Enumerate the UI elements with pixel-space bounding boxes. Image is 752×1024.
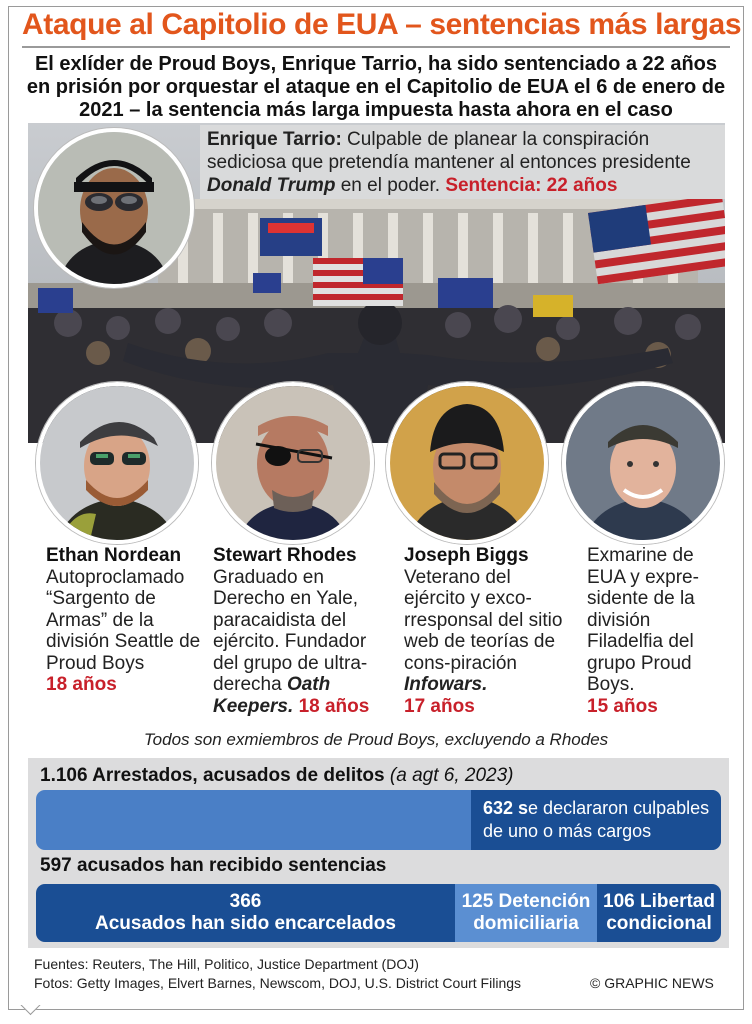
home-text-2: domiciliaria xyxy=(473,913,579,934)
jailed-number: 366 xyxy=(229,891,262,912)
bio-years: 15 años xyxy=(587,695,658,717)
home-detention-segment xyxy=(455,884,597,942)
guilty-bar-segment xyxy=(471,790,721,850)
home-text-1: 125 Detención xyxy=(461,891,591,912)
jailed-segment xyxy=(36,884,455,942)
fourth-member-portrait xyxy=(562,382,724,544)
sentenced-label: 597 acusados han recibido sentencias xyxy=(40,855,387,876)
bio-desc xyxy=(587,545,717,696)
page-title: Ataque al Capitolio de EUA – sentencias más largas xyxy=(22,8,742,41)
tarrio-text-2: en el poder. xyxy=(335,175,446,196)
sentenced-bar xyxy=(36,884,721,942)
graphic-news-credit: © GRAPHIC NEWS xyxy=(590,975,714,991)
bio-desc-text: Veterano del ejército y exco-rresponsal del sitio web de teorías de cons-piración xyxy=(404,566,563,674)
bio-desc-text: Exmarine de EUA y expre-sidente de la división Filadelfia del grupo Proud Boys. xyxy=(587,545,699,695)
title-divider xyxy=(22,46,730,48)
bio-desc-text: Graduado en Derecho en Yale, paracaidista del ejército. Fundador del grupo de ultra-derecha xyxy=(213,566,368,695)
probation-segment xyxy=(597,884,721,942)
tarrio-sentence: Sentencia: 22 años xyxy=(445,175,618,196)
tarrio-trump: Donald Trump xyxy=(207,175,336,196)
jailed-text: Acusados han sido encarcelados xyxy=(95,913,396,934)
stats-panel xyxy=(28,758,729,948)
biggs-portrait xyxy=(386,382,548,544)
bio-desc xyxy=(404,567,574,696)
bio-years: 17 años xyxy=(404,695,475,717)
tarrio-caption xyxy=(207,128,722,197)
photo-credits: Fotos: Getty Images, Elvert Barnes, Newscom, DOJ, U.S. District Court Filings xyxy=(34,975,522,991)
bio-biggs xyxy=(404,545,574,717)
bio-name: Stewart Rhodes xyxy=(213,545,357,566)
probation-text-1: 106 Libertad xyxy=(603,891,715,912)
probation-text-2: condicional xyxy=(606,913,712,934)
guilty-text-1: e declararon culpables xyxy=(528,798,710,818)
guilty-text-2: de uno o más cargos xyxy=(483,821,652,841)
footnote-members: Todos son exmiembros de Proud Boys, excluyendo a Rhodes xyxy=(143,730,609,749)
bio-name: Ethan Nordean xyxy=(46,545,182,566)
bio-name: Joseph Biggs xyxy=(404,545,529,566)
bio-years: 18 años xyxy=(46,674,117,695)
tarrio-text-1: Culpable de planear la conspiración sediciosa que pretendía mantener al entonces presidente xyxy=(207,129,691,173)
tarrio-portrait xyxy=(34,128,194,288)
bio-years: 18 años xyxy=(298,695,370,717)
bio-nordean xyxy=(46,545,206,696)
rhodes-portrait xyxy=(212,382,374,544)
arrested-label: 1.106 Arrestados, acusados de delitos xyxy=(40,765,385,786)
arrested-bar xyxy=(36,790,721,850)
intro-text: El exlíder de Proud Boys, Enrique Tarrio, ha sido sentenciado a 22 años en prisión por orquestar el ataque en el Capitolio de EUA el 6 de enero de 2021 – la sentencia más larga impuesta hasta ahora en el caso xyxy=(26,53,726,121)
guilty-label xyxy=(483,797,709,843)
arrested-line xyxy=(40,765,513,787)
tarrio-name: Enrique Tarrio: xyxy=(207,129,342,150)
arrested-date: (a agt 6, 2023) xyxy=(389,765,514,786)
sources-line: Fuentes: Reuters, The Hill, Politico, Justice Department (DOJ) xyxy=(34,956,419,972)
bio-fourth-member xyxy=(587,545,717,717)
bio-desc-emphasis: Infowars. xyxy=(404,674,488,695)
guilty-number: 632 s xyxy=(483,798,529,818)
bio-desc-emphasis: Oath Keepers. xyxy=(213,674,331,717)
nordean-portrait xyxy=(36,382,198,544)
bio-desc xyxy=(46,567,206,675)
bio-desc-text: Autoproclamado “Sargento de Armas” de la división Seattle de Proud Boys xyxy=(46,566,201,674)
frame-notch xyxy=(20,1005,42,1019)
bio-desc xyxy=(213,567,381,718)
bio-rhodes xyxy=(213,545,381,717)
